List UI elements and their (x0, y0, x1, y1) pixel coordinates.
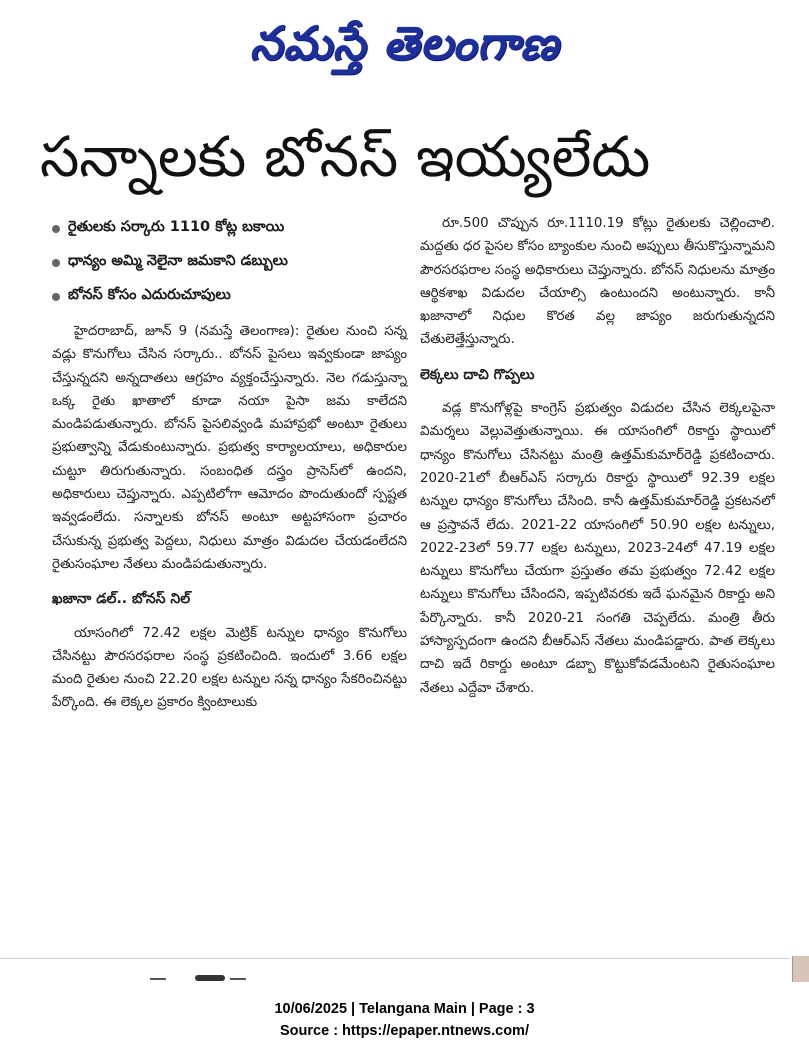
right-column (420, 212, 775, 700)
highlight-bullets (52, 212, 412, 314)
body-paragraph: వడ్ల కొనుగోళ్లపై కాంగ్రెస్ ప్రభుత్వం విడుదల చేసిన లెక్కలపైనా విమర్శలు వెల్లువెత్తుతున్నాయి. ఈ యాసంగిలో రికార్డు స్థాయిలో ధాన్యం కొనుగోలు చేసినట్టు మంత్రి ఉత్తమ్‌కుమార్‌రెడ్డి ప్రకటించారు. 2020-21లో బీఆర్‌ఎస్ సర్కారు రికార్డు స్థాయిలో 92.39 లక్షల టన్నుల ధాన్యం కొనుగోలు చేసింది. కానీ ఉత్తమ్‌కుమార్‌రెడ్డి ప్రకటనలో ఆ ప్రస్తావనే లేదు. 2021-22 యాసంగిలో 50.90 లక్షల టన్నులు, 2022-23లో 59.77 లక్షల టన్నులు, 2023-24లో 47.19 లక్షల టన్నులు కొనుగోలు చేయగా ప్రస్తుతం తమ ప్రభుత్వం 72.42 లక్షల టన్నులు కొనుగోలు చేసిందని, ఇప్పటివరకు ఇదే ఘనమైన రికార్డు అని పేర్కొన్నారు. కానీ 2020-21 సంగతి చెప్పలేదు. మంత్రి తీరు హాస్యాస్పదంగా ఉందని బీఆర్‌ఎస్ నేతలు మండిపడ్డారు. పాత లెక్కలు దాచి ఇదే రికార్డు అంటూ డబ్బా కొట్టుకోవడమేంటని రైతుసంఘాల నేతలు ఎద్దేవా చేశారు. (420, 401, 775, 696)
body-paragraph: హైదరాబాద్, జూన్ 9 (నమస్తే తెలంగాణ): రైతుల నుంచి సన్న వడ్లు కొనుగోలు చేసిన సర్కారు.. బోనస్ పైసలు ఇవ్వకుండా జాప్యం చేస్తున్నదని అన్నదాతలు ఆగ్రహం వ్యక్తంచేస్తున్నారు. నెల గడుస్తున్నా ఒక్క రైతు ఖాతాలో కూడా నయా పైసా జమ కాలేదని మండిపడుతున్నారు. బోనస్ పైసలివ్వండి మహాప్రభో అంటూ రైతులు ప్రభుత్వాన్ని వేడుకుంటున్నారు. ప్రభుత్వ కార్యాలయాలు, అధికారుల చుట్టూ తిరుగుతున్నారు. సంబంధిత దస్త్రం ప్రాసెస్‌లో ఉందని, అధికారులు చెప్తున్నారు. ఎప్పటిలోగా ఆమోదం పొందుతుందో స్పష్టత ఇవ్వడంలేదు. సన్నాలకు బోనస్ అంటూ అట్టహాసంగా ప్రచారం చేసుకున్న ప్రభుత్వ పెద్దలు, నిధులు మాత్రం విడుదల చేయడంలేదని రైతుసంఘాల నేతలు మండిపడుతున్నారు. (52, 324, 407, 572)
bullet-item (52, 246, 412, 280)
bullet-dot-icon (52, 225, 60, 233)
left-column (52, 320, 407, 715)
bullet-text: బోనస్ కోసం ఎదురుచూపులు (68, 287, 231, 303)
edition-info: 10/06/2025 | Telangana Main | Page : 3 (274, 1001, 535, 1017)
body-paragraph: రూ.500 చొప్పున రూ.1110.19 కోట్లు రైతులకు చెల్లించాలి. మద్దతు ధర పైసల కోసం బ్యాంకుల నుంచి అప్పులు తీసుకొస్తున్నామని పౌరసరఫరాల సంస్థ అధికారులు చెప్తున్నారు. బోనస్ నిధులను మాత్రం ఆర్థికశాఖ విడుదల చేయాల్సి ఉంటుందని అంటున్నారు. కానీ ఖజానాలో నిధుల కొరత వల్ల జాప్యం జరుగుతున్నదని చేతులెత్తేస్తున్నారు. (420, 216, 775, 348)
bullet-item (52, 280, 412, 314)
crop-mark-icon (195, 975, 225, 981)
newspaper-logo: నమస్తే తెలంగాణ (249, 16, 560, 70)
masthead (0, 8, 809, 78)
bullet-item (52, 212, 412, 246)
article-headline: సన్నాలకు బోనస్ ఇయ్యలేదు (40, 125, 651, 190)
source-footer (0, 998, 809, 1042)
adjacent-clip-edge (792, 956, 809, 982)
bullet-dot-icon (52, 293, 60, 301)
crop-mark-icon (150, 978, 166, 980)
subheading: లెక్కలు దాచి గొప్పలు (420, 366, 535, 383)
bullet-dot-icon (52, 259, 60, 267)
bullet-text: రైతులకు సర్కారు 1110 కోట్ల బకాయి (68, 219, 285, 235)
source-link[interactable]: Source : https://epaper.ntnews.com/ (280, 1023, 529, 1039)
page-divider (0, 958, 790, 959)
bullet-text: ధాన్యం అమ్మి నెలైనా జమకాని డబ్బులు (68, 253, 288, 269)
crop-mark-icon (230, 978, 246, 980)
body-paragraph: యాసంగిలో 72.42 లక్షల మెట్రిక్ టన్నుల ధాన్యం కొనుగోలు చేసినట్టు పౌరసరఫరాల సంస్థ ప్రకటించింది. ఇందులో 3.66 లక్షల మంది రైతుల నుంచి 22.20 లక్షల టన్నుల సన్న ధాన్యం సేకరించినట్టు పేర్కొంది. ఈ లెక్కల ప్రకారం క్వింటాలుకు (52, 625, 407, 711)
subheading: ఖజానా డల్.. బోనస్ నిల్ (52, 591, 191, 608)
